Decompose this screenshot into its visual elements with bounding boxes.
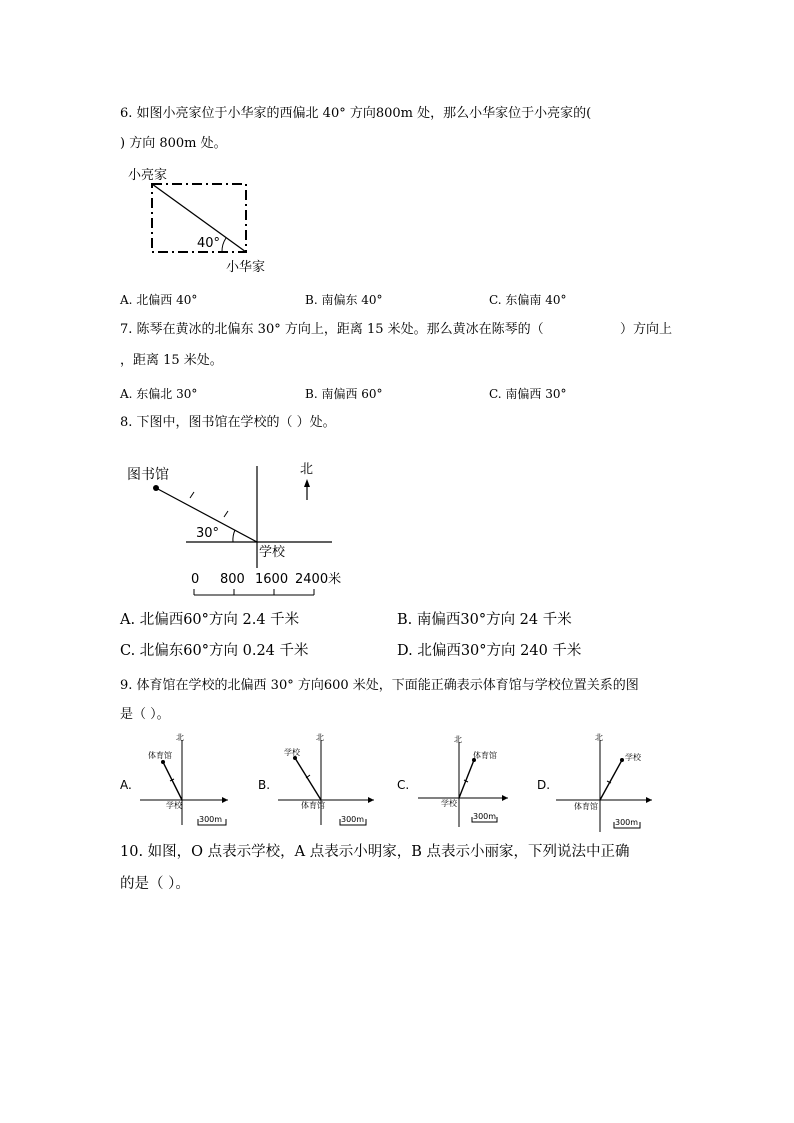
q9-stem-line2: 是（ ）。 (120, 707, 170, 722)
q9-figure-d (537, 732, 652, 832)
q9-a-point (161, 760, 165, 764)
q6-stem-line1: 6. 如图小亮家位于小华家的西偏北 40° 方向800m 处，那么小华家位于小亮家的( (120, 106, 592, 121)
q9-d-point (620, 758, 624, 762)
q6-option-a: A. 北偏西 40° (120, 293, 198, 307)
q7-option-c: C. 南偏西 30° (489, 387, 567, 401)
q8-scale-label-0: 0 (191, 572, 200, 587)
q9-a-north: 北 (176, 733, 184, 742)
q9-a-arrow (222, 797, 228, 803)
q8-option-b: B. 南偏西30°方向 24 千米 (397, 612, 572, 628)
q8-option-a: A. 北偏西60°方向 2.4 千米 (120, 612, 300, 628)
q9-c-direction-line (459, 760, 474, 798)
q9-b-letter: B. (258, 778, 271, 792)
q9-b-center-label: 体育馆 (301, 801, 325, 810)
q9-figure-b (258, 732, 374, 825)
q9-a-center-label: 学校 (166, 801, 182, 810)
q6-option-b: B. 南偏东 40° (305, 293, 383, 307)
q8-option-d: D. 北偏西30°方向 240 千米 (397, 643, 582, 659)
q9-c-arrow (502, 795, 508, 801)
q9-d-arrow (646, 797, 652, 803)
q8-scale-label-1600: 1600 (255, 572, 289, 587)
q9-d-scale: 300m (615, 818, 639, 827)
q9-b-scale: 300m (341, 815, 365, 824)
q6-option-c: C. 东偏南 40° (489, 293, 567, 307)
q10-stem-line2: 的是（ ）。 (120, 876, 190, 892)
q9-d-top-label: 学校 (625, 753, 641, 762)
q8-option-c: C. 北偏东60°方向 0.24 千米 (120, 643, 309, 659)
q6-stem-line2: ) 方向 800m 处。 (120, 136, 227, 151)
q9-c-scale: 300m (473, 812, 497, 821)
q8-label-school: 学校 (259, 545, 286, 560)
q9-d-direction-line (600, 760, 622, 800)
q8-label-library: 图书馆 (127, 467, 169, 483)
q9-c-top-label: 体育馆 (473, 751, 497, 760)
q6-angle-label: 40° (197, 236, 221, 251)
q7-stem-line2: ，距离 15 米处。 (120, 353, 223, 368)
q6-label-xiaoliang: 小亮家 (128, 168, 168, 183)
q9-d-letter: D. (537, 778, 551, 792)
q6-label-xiaohua: 小华家 (226, 260, 266, 275)
q9-c-center-label: 学校 (441, 799, 457, 808)
q9-a-letter: A. (120, 778, 132, 792)
q9-b-arrow (368, 797, 374, 803)
q9-figure-a (120, 732, 228, 825)
q9-b-top-label: 学校 (284, 748, 300, 757)
q9-b-north: 北 (316, 733, 324, 742)
q9-a-scale: 300m (199, 815, 223, 824)
q8-scale-label-2400: 2400米 (295, 572, 342, 587)
q9-a-top-label: 体育馆 (148, 751, 172, 760)
q9-b-direction-line (295, 758, 321, 800)
q9-a-direction-line (163, 762, 182, 800)
q9-figure-c (397, 734, 508, 827)
q7-stem-line1: 7. 陈琴在黄冰的北偏东 30° 方向上，距离 15 米处。那么黄冰在陈琴的（ (120, 322, 544, 337)
q9-c-north: 北 (454, 735, 462, 744)
q9-c-letter: C. (397, 778, 410, 792)
q7-stem-line1-end: ）方向上 (620, 322, 673, 337)
q8-scale-label-800: 800 (220, 572, 245, 587)
q9-stem-line1: 9. 体育馆在学校的北偏西 30° 方向600 米处，下面能正确表示体育馆与学校位置关系的图 (120, 678, 639, 693)
q8-stem: 8. 下图中，图书馆在学校的（ ）处。 (120, 415, 336, 430)
q8-angle-label: 30° (196, 526, 220, 541)
q10-stem-line1: 10. 如图，O 点表示学校，A 点表示小明家，B 点表示小丽家，下列说法中正确 (120, 844, 630, 860)
q7-option-b: B. 南偏西 60° (305, 387, 383, 401)
q8-label-north: 北 (300, 462, 314, 477)
q9-d-north: 北 (595, 733, 603, 742)
q9-d-center-label: 体育馆 (574, 802, 598, 811)
q7-option-a: A. 东偏北 30° (120, 387, 198, 401)
